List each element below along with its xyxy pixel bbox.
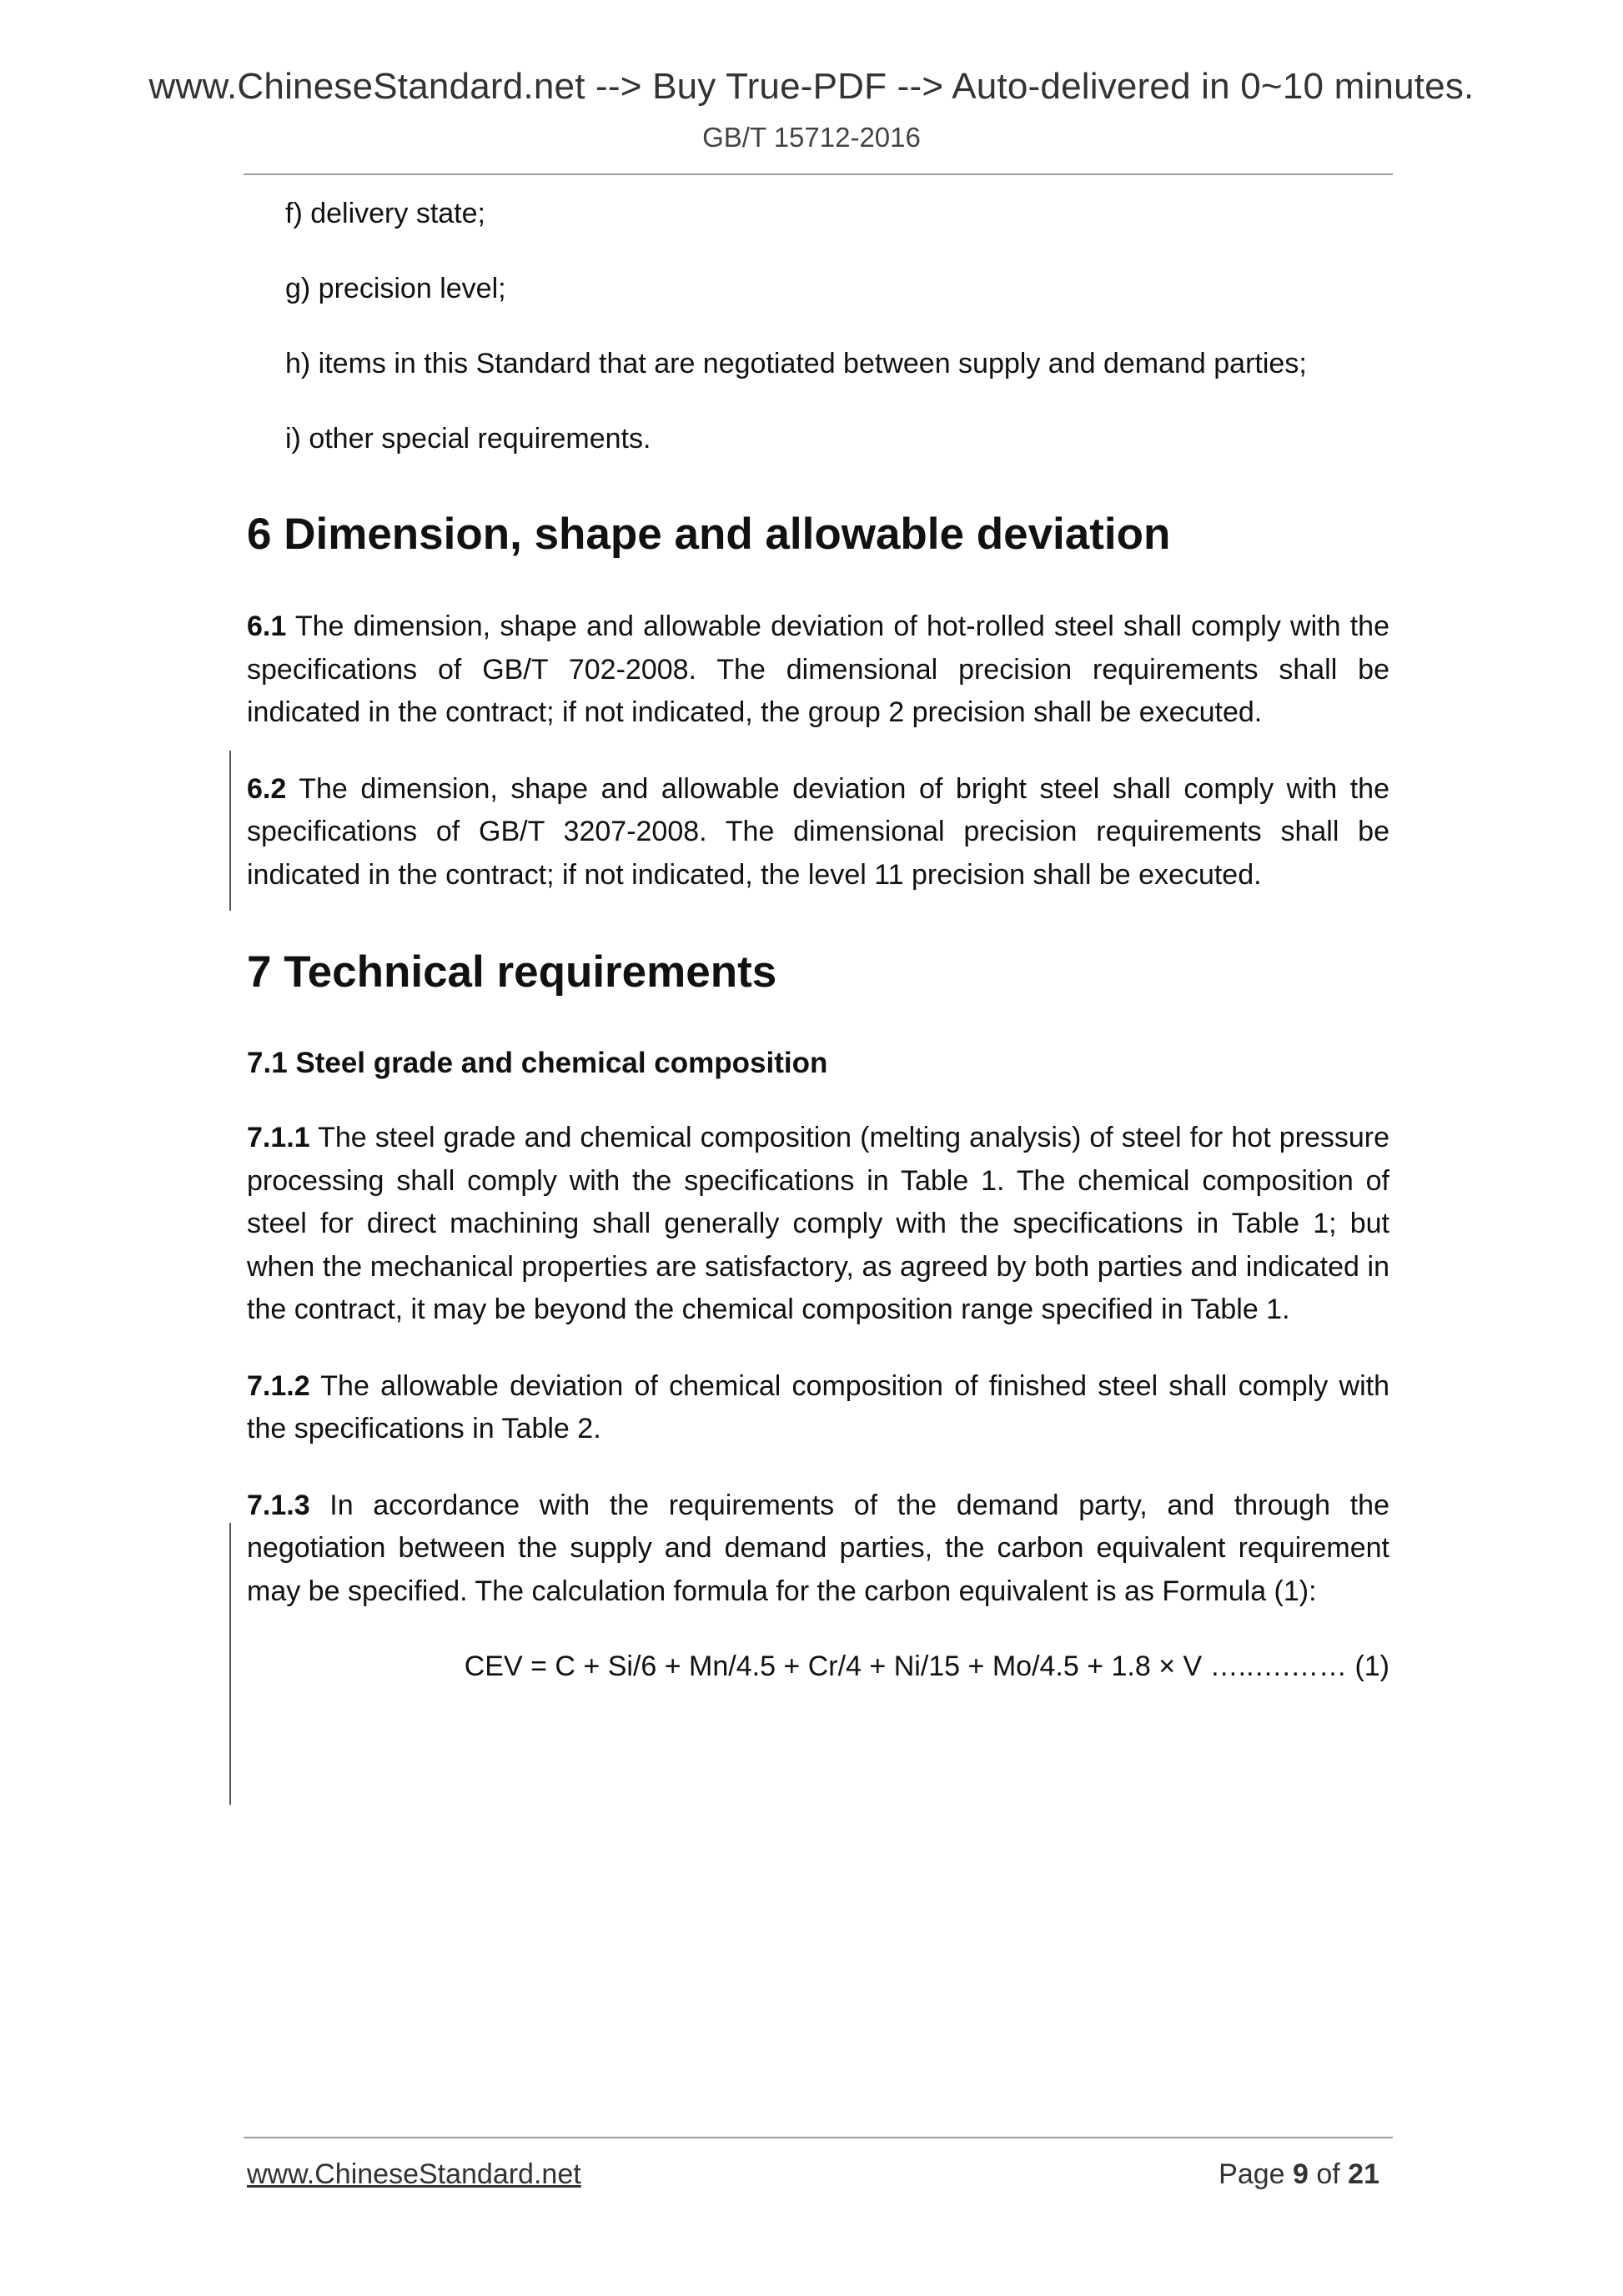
list-item-g: g) precision level; [285,273,506,304]
header-divider [244,173,1393,175]
clause-7-1-1 [247,1117,1389,1332]
clause-7-1-3-text: In accordance with the requirements of the demand party, and through the negotiation between the supply and demand parties, the carbon equivalent requirement may be specified. The calculation formula for the carbon equivalent is as Formula (1): [247,1489,1389,1607]
clause-7-1-2-text: The allowable deviation of chemical composition of finished steel shall comply with the specifications in Table 2. [247,1369,1389,1444]
footer-divider [244,2137,1393,2138]
subsection-7-1-title: 7.1 Steel grade and chemical composition [247,1047,828,1079]
change-bar-6-2 [229,751,231,911]
section-6-title: 6 Dimension, shape and allowable deviation [247,510,1171,559]
current-page-number: 9 [1293,2158,1309,2190]
clause-7-1-3-number: 7.1.3 [247,1489,310,1521]
formula-1: CEV = C + Si/6 + Mn/4.5 + Cr/4 + Ni/15 + Mo/4.5 + 1.8 × V …..….…… (1) [464,1650,1389,1682]
clause-6-2 [247,768,1389,897]
document-code: GB/T 15712-2016 [702,122,921,153]
clause-7-1-2-number: 7.1.2 [247,1369,310,1402]
page-header [0,65,1623,155]
section-7-title: 7 Technical requirements [247,947,777,997]
page-footer [247,2156,1379,2193]
footer-website-link[interactable]: www.ChineseStandard.net [247,2158,581,2190]
clause-6-1-text: The dimension, shape and allowable deviation of hot-rolled steel shall comply with the specifications of GB/T 702-2008. The dimensional precision requirements shall be indicated in the contract; if not indicated, the group 2 precision shall be executed. [247,610,1389,728]
list-item-i: i) other special requirements. [285,423,651,455]
page-body [247,193,1389,1686]
total-page-count: 21 [1348,2158,1379,2190]
clause-7-1-1-number: 7.1.1 [247,1122,310,1153]
clause-6-1 [247,605,1389,735]
change-bar-7-1-3 [229,1523,231,1805]
list-item-h: h) items in this Standard that are negotiated between supply and demand parties; [285,348,1307,379]
clause-7-1-2 [247,1365,1389,1451]
clause-7-1-1-text: The steel grade and chemical composition (melting analysis) of steel for hot pressure processing shall comply with the specifications in Table 1. The chemical composition of steel for direct machining shall generally comply with the specifications in Table 1; but when the mechanical properties are satisfactory, as agreed by both parties and indicated in the contract, it may be beyond the chemical composition range specified in Table 1. [247,1122,1389,1325]
clause-6-2-text: The dimension, shape and allowable deviation of bright steel shall comply with the specifications of GB/T 3207-2008. The dimensional precision requirements shall be indicated in the contract; if not indicated, the level 11 precision shall be executed. [247,772,1389,891]
clause-6-2-number: 6.2 [247,772,287,805]
list-item-f: f) delivery state; [285,198,485,229]
of-label: of [1308,2158,1349,2190]
clause-6-1-number: 6.1 [247,610,287,642]
page-label: Page [1219,2158,1293,2190]
page-number [1219,2156,1379,2193]
header-banner-text: www.ChineseStandard.net --> Buy True-PDF --> Auto-delivered in 0~10 minutes. [148,66,1475,107]
clause-7-1-3 [247,1485,1389,1614]
